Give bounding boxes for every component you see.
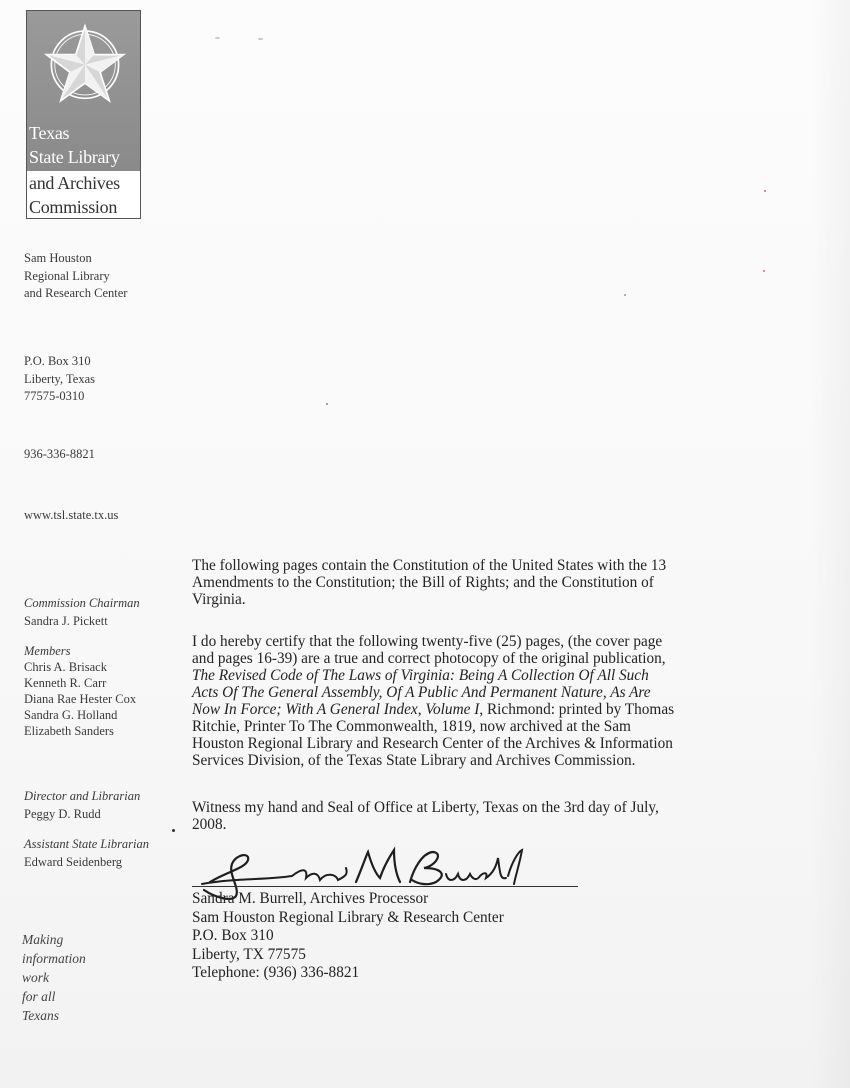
text-line: The following pages contain the Constitution of the United States with the 13 (192, 557, 667, 574)
scan-speck (326, 403, 328, 405)
sidebar-center-line: Sam Houston (24, 251, 92, 265)
motto-line: Making (22, 932, 64, 947)
logo-line-texas: Texas (29, 123, 70, 143)
text-line: Witness my hand and Seal of Office at Liberty, Texas on the 3rd day of July, (192, 799, 659, 816)
page-shadow-edge (810, 0, 850, 1088)
text-line: Virginia. (192, 591, 246, 608)
publication-title-line: The Revised Code of The Laws of Virginia: Being A Collection Of All Such (192, 667, 649, 684)
signature-line (192, 886, 578, 887)
member-name: Diana Rae Hester Cox (24, 692, 137, 706)
paragraph-witness (192, 799, 732, 833)
sidebar-address-line: P.O. Box 310 (24, 354, 91, 368)
sidebar-center-line: Regional Library (24, 268, 110, 283)
tslac-logo (26, 10, 141, 219)
motto-line: information (22, 951, 86, 966)
director-name: Peggy D. Rudd (24, 806, 101, 821)
text-line: I do hereby certify that the following twenty-five (25) pages, (the cover page (192, 633, 663, 650)
sidebar-phone: 936-336-8821 (24, 447, 95, 461)
scan-speck (764, 190, 766, 192)
logo-line-and-archives: and Archives (29, 173, 120, 193)
logo-line-commission: Commission (29, 197, 118, 217)
chairman-name: Sandra J. Pickett (24, 613, 108, 628)
signature-block (192, 890, 504, 983)
publication-title-line: Acts Of The General Assembly, Of A Public And Permanent Nature, As Are (192, 684, 651, 701)
star-icon (43, 21, 127, 105)
sidebar-members (24, 643, 136, 739)
text-fragment: , Richmond: printed by Thomas (479, 701, 675, 718)
member-name: Kenneth R. Carr (24, 676, 107, 690)
scan-speck (215, 37, 220, 39)
sidebar-center-name (24, 250, 127, 303)
paragraph-certification (192, 633, 732, 769)
signatory-city: Liberty, TX 77575 (192, 945, 306, 963)
assistant-title: Assistant State Librarian (24, 837, 150, 851)
paragraph-intro (192, 557, 732, 608)
signatory-address: P.O. Box 310 (192, 927, 274, 944)
members-title: Members (24, 644, 71, 658)
scan-speck (172, 829, 175, 832)
logo-line-state-library: State Library (29, 147, 120, 167)
logo-dark-panel (27, 11, 140, 171)
text-line: 2008. (192, 816, 227, 833)
sidebar-center-line: and Research Center (24, 286, 128, 300)
signatory-org: Sam Houston Regional Library & Research Center (192, 908, 504, 926)
motto (22, 930, 86, 1025)
scan-speck (763, 270, 765, 272)
member-name: Chris A. Brisack (24, 660, 107, 674)
sidebar-director (24, 788, 140, 823)
director-title: Director and Librarian (24, 789, 141, 803)
scan-speck (624, 294, 626, 296)
member-name: Elizabeth Sanders (24, 724, 114, 738)
motto-line: work (22, 970, 49, 985)
text-line: Services Division, of the Texas State Library and Archives Commission. (192, 752, 636, 769)
assistant-name: Edward Seidenberg (24, 854, 123, 869)
motto-line: for all (22, 989, 56, 1004)
signatory-name: Sandra M. Burrell, Archives Processor (192, 890, 429, 907)
text-line: Amendments to the Constitution; the Bill of Rights; and the Constitution of (192, 574, 654, 591)
sidebar-address-line: 77575-0310 (24, 389, 85, 403)
publication-title-line: Now In Force; With A General Index, Volume I (192, 701, 480, 718)
text-line: Ritchie, Printer To The Commonwealth, 1819, now archived at the Sam (192, 718, 631, 735)
text-line: Houston Regional Library and Research Center of the Archives & Information (192, 735, 673, 752)
text-line: and pages 16-39) are a true and correct photocopy of the original publication, (192, 650, 666, 667)
sidebar-address-line: Liberty, Texas (24, 371, 95, 386)
sidebar-chairman (24, 595, 140, 630)
sidebar-assistant (24, 836, 149, 871)
sidebar-address (24, 353, 95, 406)
signatory-phone: Telephone: (936) 336-8821 (192, 964, 360, 981)
member-name: Sandra G. Holland (24, 708, 118, 722)
chairman-title: Commission Chairman (24, 596, 140, 610)
motto-line: Texans (22, 1008, 60, 1023)
scan-speck (258, 38, 263, 40)
sidebar-website: www.tsl.state.tx.us (24, 508, 119, 522)
